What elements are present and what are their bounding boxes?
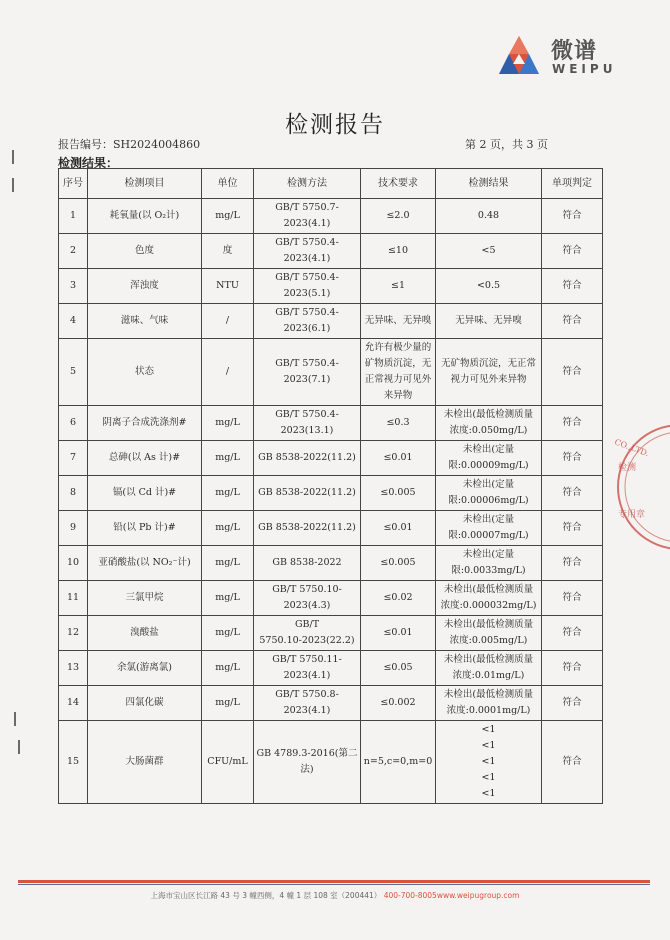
table-cell: 0.48 [436,199,542,234]
inspection-stamp [600,422,670,552]
table-cell: 未检出(定量 限:0.00009mg/L) [436,441,542,476]
table-cell: 镉(以 Cd 计)# [88,476,202,511]
header-cell: 单项判定 [542,169,603,199]
table-cell: GB/T 5750.8-2023(4.1) [254,686,361,721]
table-cell: 符合 [542,511,603,546]
table-cell: mg/L [202,616,254,651]
table-cell: ≤0.002 [361,686,436,721]
table-cell: GB/T 5750.10-2023(22.2) [254,616,361,651]
table-cell: ≤0.005 [361,546,436,581]
table-cell: 11 [59,581,88,616]
table-cell: GB/T 5750.4-2023(4.1) [254,234,361,269]
table-row [59,441,603,476]
table-cell: 8 [59,476,88,511]
table-header-row [59,169,603,199]
table-row [59,651,603,686]
table-row [59,199,603,234]
logo-chinese-text: 微谱 [551,39,598,64]
table-cell: 符合 [542,269,603,304]
table-cell: ≤0.01 [361,441,436,476]
results-table [58,168,603,804]
table-cell: 13 [59,651,88,686]
binding-mark [18,740,28,754]
header-cell: 检测结果 [436,169,542,199]
table-cell: ≤10 [361,234,436,269]
table-cell: ≤0.3 [361,406,436,441]
table-cell: 未检出(最低检测质量 浓度:0.0001mg/L) [436,686,542,721]
footer-contact: 400-700-8005www.weipugroup.com [383,891,520,900]
table-cell: 未检出(最低检测质量 浓度:0.005mg/L) [436,616,542,651]
table-cell: / [202,304,254,339]
table-cell: 符合 [542,199,603,234]
table-cell: GB 8538-2022(11.2) [254,511,361,546]
table-row [59,686,603,721]
table-cell: 符合 [542,476,603,511]
table-cell: 9 [59,511,88,546]
table-row [59,406,603,441]
table-cell: mg/L [202,686,254,721]
table-cell: GB/T 5750.11-2023(4.1) [254,651,361,686]
header-cell: 技术要求 [361,169,436,199]
table-row [59,511,603,546]
table-cell: 3 [59,269,88,304]
table-cell: 滋味、气味 [88,304,202,339]
table-cell: ≤1 [361,269,436,304]
table-cell: 阴离子合成洗涤剂# [88,406,202,441]
binding-mark [12,150,22,164]
table-cell: GB/T 5750.7-2023(4.1) [254,199,361,234]
table-row [59,304,603,339]
table-cell: 14 [59,686,88,721]
table-cell: GB/T 5750.4-2023(13.1) [254,406,361,441]
table-cell: mg/L [202,581,254,616]
header-cell: 序号 [59,169,88,199]
table-cell: 符合 [542,304,603,339]
table-cell: 符合 [542,581,603,616]
table-cell: 四氯化碳 [88,686,202,721]
table-cell: 15 [59,721,88,804]
table-cell: 符合 [542,616,603,651]
table-cell: 符合 [542,721,603,804]
table-cell: GB 4789.3-2016(第二法) [254,721,361,804]
table-cell: 三氯甲烷 [88,581,202,616]
table-cell: 2 [59,234,88,269]
footer [0,890,670,901]
table-row [59,234,603,269]
table-cell: ≤0.01 [361,511,436,546]
page-title: 检测报告 [285,112,385,138]
table-cell: 符合 [542,234,603,269]
table-cell: mg/L [202,476,254,511]
footer-address: 上海市宝山区长江路 43 号 3 幢西侧，4 幢 1 层 108 室（200441） [150,891,382,900]
table-cell: <1 <1 <1 <1 <1 [436,721,542,804]
table-cell: 未检出(最低检测质量 浓度:0.000032mg/L) [436,581,542,616]
table-cell: 耗氧量(以 O₂计) [88,199,202,234]
table-cell: 10 [59,546,88,581]
table-row [59,339,603,406]
table-cell: / [202,339,254,406]
page-number: 第 2 页，共 3 页 [465,138,548,151]
table-cell: mg/L [202,199,254,234]
table-cell: ≤0.005 [361,476,436,511]
table-cell: <5 [436,234,542,269]
svg-text:检测: 检测 [618,463,637,473]
svg-text:专用章: 专用章 [618,510,646,520]
table-row [59,269,603,304]
table-cell: 未检出(最低检测质量 浓度:0.01mg/L) [436,651,542,686]
table-row [59,581,603,616]
table-cell: ≤2.0 [361,199,436,234]
table-cell: 余氯(游离氯) [88,651,202,686]
table-cell: 1 [59,199,88,234]
table-cell: 未检出(最低检测质量 浓度:0.050mg/L) [436,406,542,441]
table-cell: 5 [59,339,88,406]
table-cell: 亚硝酸盐(以 NO₂⁻计) [88,546,202,581]
table-cell: GB/T 5750.10-2023(4.3) [254,581,361,616]
table-cell: 7 [59,441,88,476]
table-cell: 符合 [542,406,603,441]
table-row [59,721,603,804]
table-cell: mg/L [202,441,254,476]
table-cell: mg/L [202,546,254,581]
table-row [59,476,603,511]
table-cell: NTU [202,269,254,304]
table-cell: CFU/mL [202,721,254,804]
table-cell: 符合 [542,546,603,581]
table-cell: 未检出(定量 限:0.00006mg/L) [436,476,542,511]
table-cell: 大肠菌群 [88,721,202,804]
table-cell: 溴酸盐 [88,616,202,651]
weipu-logo [497,34,625,78]
table-cell: 12 [59,616,88,651]
weipu-logo-mark-icon [497,34,541,78]
table-cell: 度 [202,234,254,269]
table-cell: 无异味、无异嗅 [361,304,436,339]
footer-divider-thin [18,884,650,885]
table-cell: mg/L [202,651,254,686]
table-cell: 符合 [542,441,603,476]
table-cell: 总砷(以 As 计)# [88,441,202,476]
table-cell: ≤0.01 [361,616,436,651]
table-cell: 无异味、无异嗅 [436,304,542,339]
table-cell: GB 8538-2022(11.2) [254,441,361,476]
table-row [59,616,603,651]
table-cell: 允许有极少量的 矿物质沉淀，无 正常视力可见外 来异物 [361,339,436,406]
header-cell: 检测项目 [88,169,202,199]
footer-divider [18,880,650,883]
table-row [59,546,603,581]
table-cell: ≤0.02 [361,581,436,616]
table-cell: 4 [59,304,88,339]
table-cell: GB/T 5750.4-2023(6.1) [254,304,361,339]
table-cell: 符合 [542,339,603,406]
svg-text:CO.,LTD.: CO.,LTD. [613,437,651,459]
table-cell: n=5,c=0,m=0 [361,721,436,804]
logo-english-text: WEIPU [552,62,617,76]
table-cell: mg/L [202,406,254,441]
table-cell: mg/L [202,511,254,546]
table-cell: 浑浊度 [88,269,202,304]
table-cell: <0.5 [436,269,542,304]
table-cell: 无矿物质沉淀，无正常 视力可见外来异物 [436,339,542,406]
binding-mark [12,178,22,192]
table-cell: 铅(以 Pb 计)# [88,511,202,546]
table-cell: GB/T 5750.4-2023(5.1) [254,269,361,304]
table-cell: 符合 [542,686,603,721]
header-cell: 检测方法 [254,169,361,199]
table-cell: GB 8538-2022 [254,546,361,581]
table-cell: 状态 [88,339,202,406]
table-cell: 未检出(定量 限:0.00007mg/L) [436,511,542,546]
binding-mark [14,712,24,726]
table-cell: ≤0.05 [361,651,436,686]
table-cell: GB/T 5750.4-2023(7.1) [254,339,361,406]
results-heading: 检测结果： [58,156,119,170]
table-cell: 色度 [88,234,202,269]
report-number: 报告编号：SH2024004860 [58,138,201,151]
table-body [59,199,603,804]
table-cell: 6 [59,406,88,441]
table-cell: GB 8538-2022(11.2) [254,476,361,511]
table-cell: 符合 [542,651,603,686]
table-cell: 未检出(定量 限:0.0033mg/L) [436,546,542,581]
header-cell: 单位 [202,169,254,199]
